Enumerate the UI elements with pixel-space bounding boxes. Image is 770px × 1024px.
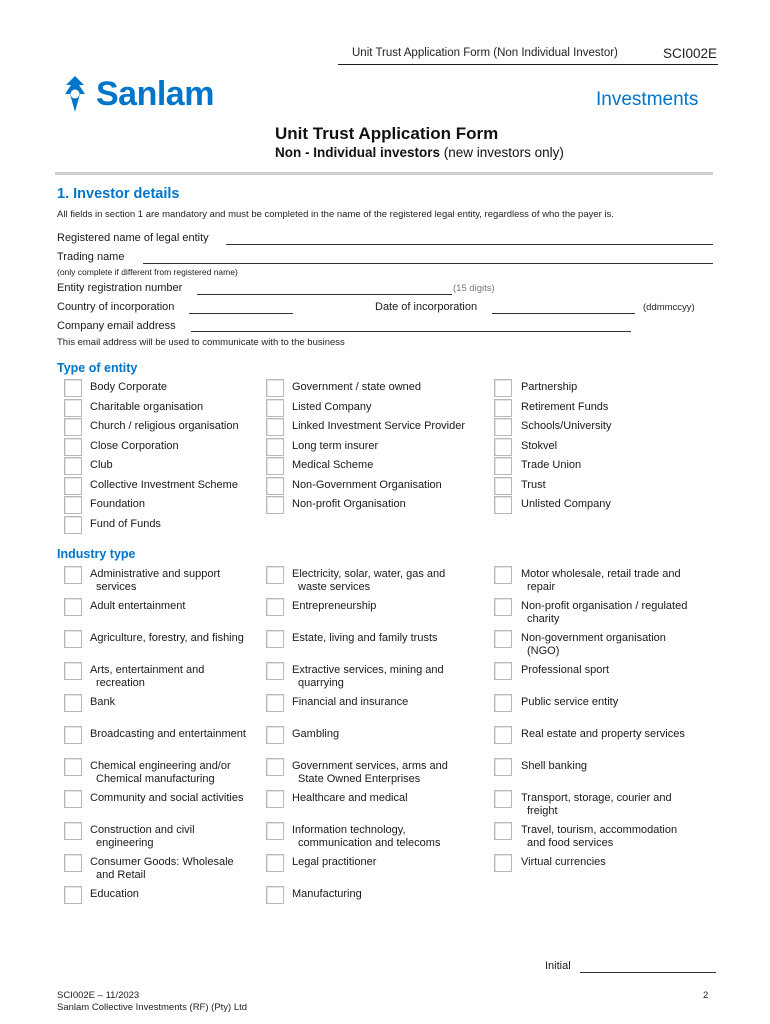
industry-type-3-6-label-line: Real estate and property services [521, 728, 685, 740]
entity-type-1-3-label-line: Church / religious organisation [90, 420, 239, 432]
entity-type-2-4-checkbox[interactable] [266, 438, 284, 456]
entity-type-1-3-label [90, 420, 239, 433]
industry-type-1-7-label-line: Chemical engineering and/or [90, 760, 231, 772]
industry-type-2-3-label [292, 632, 438, 645]
subtitle-rest: (new investors only) [440, 145, 564, 160]
industry-type-2-2-label-line: Entrepreneurship [292, 600, 377, 612]
entity-type-2-1-label [292, 381, 421, 394]
industry-type-2-3-label-line: Estate, living and family trusts [292, 632, 438, 644]
industry-type-3-6-checkbox[interactable] [494, 726, 512, 744]
entity-type-1-2-checkbox[interactable] [64, 399, 82, 417]
section-title-investor-details: 1. Investor details [57, 186, 180, 202]
sanlam-anchor-icon [58, 74, 92, 114]
industry-type-1-7-label-line: Chemical manufacturing [96, 773, 215, 785]
industry-type-2-2-label [292, 600, 376, 613]
industry-type-3-8-label-line: Transport, storage, courier and [521, 792, 672, 804]
entity-type-3-3-label-line: Schools/University [521, 420, 612, 432]
industry-type-2-4-label-line: Extractive services, mining and [292, 664, 444, 676]
industry-type-1-11-label-line: Education [90, 888, 139, 900]
industry-type-2-8-checkbox[interactable] [266, 790, 284, 808]
entity-type-1-6-label [90, 479, 238, 492]
entity-type-2-4-label-line: Long term insurer [292, 439, 379, 452]
entity-type-2-1-checkbox[interactable] [266, 379, 284, 397]
industry-type-3-3-label-line: (NGO) [527, 645, 560, 657]
industry-type-2-1-label-line: Electricity, solar, water, gas and [292, 568, 446, 580]
industry-type-1-6-label-line: Broadcasting and entertainment [90, 728, 246, 740]
entity-type-1-7-label [90, 498, 145, 511]
industry-type-2-1-label-line: waste services [298, 581, 371, 593]
industry-type-3-2-label-line: Non-profit organisation / regulated [521, 600, 688, 612]
industry-type-2-6-checkbox[interactable] [266, 726, 284, 744]
industry-type-3-10-label [521, 856, 606, 869]
industry-type-2-4-label-line: quarrying [298, 677, 344, 689]
entity-type-1-7-checkbox[interactable] [64, 496, 82, 514]
industry-type-1-2-label [90, 600, 185, 613]
industry-type-1-8-label [90, 792, 243, 805]
trading-name-field[interactable] [143, 263, 713, 264]
entity-type-2-6-checkbox[interactable] [266, 477, 284, 495]
industry-type-3-2-label-line: charity [527, 613, 560, 625]
industry-type-2-10-label-line: Legal practitioner [292, 856, 377, 868]
entity-type-2-6-label [292, 479, 442, 492]
entity-type-2-2-label [292, 401, 372, 414]
industry-type-1-10-label [90, 856, 234, 882]
industry-type-3-10-checkbox[interactable] [494, 854, 512, 872]
industry-type-1-4-label [90, 664, 204, 690]
entity-type-2-5-checkbox[interactable] [266, 457, 284, 475]
industry-type-1-1-checkbox[interactable] [64, 566, 82, 584]
entity-type-2-5-label-line: Medical Scheme [292, 459, 374, 471]
entity-type-1-8-checkbox[interactable] [64, 516, 82, 534]
industry-type-1-8-label-line: Community and social activities [90, 792, 244, 804]
industry-type-1-11-checkbox[interactable] [64, 886, 82, 904]
industry-type-1-5-label-line: Bank [90, 696, 116, 708]
industry-type-1-7-checkbox[interactable] [64, 758, 82, 776]
entity-type-3-6-label-line: Trust [521, 478, 546, 491]
division-name: Investments [596, 89, 699, 110]
industry-type-2-1-label [292, 568, 445, 594]
form-code: SCI002E [663, 46, 718, 61]
entity-type-3-2-label [521, 401, 608, 414]
entity-type-3-4-label [521, 440, 557, 453]
entity-type-3-6-label [521, 479, 546, 492]
industry-type-2-7-checkbox[interactable] [266, 758, 284, 776]
entity-type-1-4-label [90, 440, 179, 453]
industry-type-3-5-label-line: Public service entity [521, 696, 619, 708]
entity-type-1-1-checkbox[interactable] [64, 379, 82, 397]
industry-type-3-6-label [521, 728, 685, 741]
industry-type-3-1-label-line: Motor wholesale, retail trade and [521, 568, 681, 580]
entity-type-3-3-checkbox[interactable] [494, 418, 512, 436]
date-inc-label: Date of incorporation [375, 301, 478, 313]
entity-type-3-6-checkbox[interactable] [494, 477, 512, 495]
industry-type-2-10-checkbox[interactable] [266, 854, 284, 872]
industry-type-1-9-label [90, 824, 195, 850]
industry-type-1-2-checkbox[interactable] [64, 598, 82, 616]
country-label: Country of incorporation [57, 301, 175, 313]
industry-type-2-2-checkbox[interactable] [266, 598, 284, 616]
entity-reg-label: Entity registration number [57, 282, 183, 294]
entity-type-2-7-label [292, 498, 406, 511]
entity-type-1-8-label [90, 518, 161, 531]
date-inc-hint: (ddmmccyy) [643, 302, 695, 313]
entity-type-2-3-label [292, 420, 465, 433]
trading-name-label: Trading name [57, 251, 125, 263]
entity-type-1-4-checkbox[interactable] [64, 438, 82, 456]
entity-type-1-5-label-line: Club [90, 459, 113, 471]
entity-type-2-1-label-line: Government / state owned [292, 381, 422, 393]
form-name: Unit Trust Application Form (Non Individual Investor) [352, 47, 618, 59]
registered-name-field[interactable] [226, 244, 713, 245]
entity-type-1-1-label [90, 381, 167, 394]
entity-type-1-2-label [90, 401, 203, 414]
entity-type-1-6-label-line: Collective Investment Scheme [90, 478, 238, 491]
entity-type-2-4-label [292, 440, 378, 453]
email-label: Company email address [57, 320, 176, 332]
industry-type-1-11-label [90, 888, 139, 901]
entity-type-3-7-checkbox[interactable] [494, 496, 512, 514]
industry-type-2-5-label-line: Financial and insurance [292, 696, 409, 708]
entity-type-1-3-checkbox[interactable] [64, 418, 82, 436]
industry-type-3-9-checkbox[interactable] [494, 822, 512, 840]
industry-type-3-7-label [521, 760, 587, 773]
entity-type-3-2-checkbox[interactable] [494, 399, 512, 417]
industry-type-title: Industry type [57, 547, 136, 561]
industry-type-2-5-label [292, 696, 408, 709]
entity-type-2-2-checkbox[interactable] [266, 399, 284, 417]
industry-type-1-2-label-line: Adult entertainment [90, 600, 186, 612]
industry-type-2-11-label [292, 888, 362, 901]
industry-type-3-3-label [521, 632, 666, 658]
industry-type-3-1-label-line: repair [527, 581, 556, 593]
industry-type-2-10-label [292, 856, 376, 869]
industry-type-1-5-checkbox[interactable] [64, 694, 82, 712]
industry-type-2-8-label-line: Healthcare and medical [292, 792, 408, 804]
industry-type-2-11-label-line: Manufacturing [292, 888, 362, 900]
entity-type-3-4-label-line: Stokvel [521, 439, 558, 452]
section-intro: All fields in section 1 are mandatory and must be completed in the name of the registered legal entity, regardless of who the payer is. [57, 209, 614, 220]
industry-type-1-1-label [90, 568, 220, 594]
section-divider [55, 172, 713, 175]
industry-type-2-3-checkbox[interactable] [266, 630, 284, 648]
industry-type-1-5-label [90, 696, 115, 709]
email-note: This email address will be used to communicate with to the business [57, 337, 345, 348]
date-inc-field[interactable] [492, 313, 635, 314]
industry-type-1-7-label [90, 760, 231, 786]
entity-type-3-5-label-line: Trade Union [521, 459, 582, 471]
entity-type-2-7-label-line: Non-profit Organisation [292, 498, 406, 510]
industry-type-3-2-label [521, 600, 687, 626]
entity-type-1-6-checkbox[interactable] [64, 477, 82, 495]
industry-type-2-6-label-line: Gambling [292, 728, 340, 740]
entity-type-3-1-label-line: Partnership [521, 381, 578, 393]
industry-type-3-3-label-line: Non-government organisation [521, 632, 666, 644]
industry-type-1-1-label-line: services [96, 581, 137, 593]
industry-type-2-1-checkbox[interactable] [266, 566, 284, 584]
industry-type-3-7-label-line: Shell banking [521, 760, 588, 772]
entity-type-2-5-label [292, 459, 373, 472]
sanlam-logo [58, 74, 214, 114]
industry-type-3-8-label-line: freight [527, 805, 558, 817]
industry-type-3-1-label [521, 568, 681, 594]
industry-type-1-3-label-line: Agriculture, forestry, and fishing [90, 632, 244, 644]
page-number: 2 [703, 990, 709, 1001]
entity-type-1-2-label-line: Charitable organisation [90, 400, 204, 413]
industry-type-3-9-label-line: Travel, tourism, accommodation [521, 824, 678, 836]
trading-name-note: (only complete if different from registered name) [57, 267, 238, 277]
entity-reg-field[interactable] [197, 294, 452, 295]
industry-type-3-5-checkbox[interactable] [494, 694, 512, 712]
initial-field[interactable] [580, 972, 716, 973]
entity-type-3-3-label [521, 420, 611, 433]
industry-type-1-4-checkbox[interactable] [64, 662, 82, 680]
header-rule [338, 64, 718, 65]
entity-type-3-5-checkbox[interactable] [494, 457, 512, 475]
industry-type-1-1-label-line: Administrative and support [90, 568, 221, 580]
entity-type-3-7-label [521, 498, 611, 511]
entity-type-3-1-checkbox[interactable] [494, 379, 512, 397]
entity-type-3-5-label [521, 459, 581, 472]
industry-type-3-3-checkbox[interactable] [494, 630, 512, 648]
entity-type-1-5-label [90, 459, 113, 472]
industry-type-3-4-label [521, 664, 609, 677]
entity-type-2-2-label-line: Listed Company [292, 400, 372, 413]
industry-type-1-3-label [90, 632, 244, 645]
entity-type-3-2-label-line: Retirement Funds [521, 400, 609, 413]
entity-type-1-4-label-line: Close Corporation [90, 439, 179, 452]
logo-word: Sanlam [96, 74, 214, 113]
entity-type-1-1-label-line: Body Corporate [90, 381, 168, 393]
entity-type-1-8-label-line: Fund of Funds [90, 517, 161, 530]
industry-type-1-4-label-line: Arts, entertainment and [90, 664, 205, 676]
industry-type-2-7-label-line: State Owned Enterprises [298, 773, 421, 785]
entity-type-1-7-label-line: Foundation [90, 498, 146, 510]
entity-type-2-7-checkbox[interactable] [266, 496, 284, 514]
industry-type-3-2-checkbox[interactable] [494, 598, 512, 616]
industry-type-1-10-checkbox[interactable] [64, 854, 82, 872]
industry-type-3-9-label [521, 824, 677, 850]
industry-type-2-9-label [292, 824, 440, 850]
industry-type-3-5-label [521, 696, 618, 709]
industry-type-1-8-checkbox[interactable] [64, 790, 82, 808]
industry-type-2-9-label-line: Information technology, [292, 824, 406, 836]
entity-type-3-7-label-line: Unlisted Company [521, 498, 611, 510]
entity-type-2-3-checkbox[interactable] [266, 418, 284, 436]
industry-type-1-9-checkbox[interactable] [64, 822, 82, 840]
country-field[interactable] [189, 313, 293, 314]
industry-type-2-8-label [292, 792, 408, 805]
entity-type-3-1-label [521, 381, 577, 394]
industry-type-3-8-label [521, 792, 672, 818]
industry-type-3-4-checkbox[interactable] [494, 662, 512, 680]
industry-type-3-7-checkbox[interactable] [494, 758, 512, 776]
industry-type-1-10-label-line: Consumer Goods: Wholesale [90, 856, 234, 868]
entity-type-3-4-checkbox[interactable] [494, 438, 512, 456]
industry-type-1-3-checkbox[interactable] [64, 630, 82, 648]
page-title: Unit Trust Application Form [275, 124, 499, 143]
footer-code-date: SCI002E – 11/2023 [57, 990, 140, 1001]
entity-type-title: Type of entity [57, 361, 138, 375]
industry-type-1-9-label-line: engineering [96, 837, 154, 849]
industry-type-2-6-label [292, 728, 339, 741]
initial-label: Initial [545, 960, 571, 972]
footer-company: Sanlam Collective Investments (RF) (Pty) Ltd [57, 1002, 248, 1013]
industry-type-1-6-checkbox[interactable] [64, 726, 82, 744]
entity-reg-hint: (15 digits) [453, 283, 495, 294]
industry-type-2-9-label-line: communication and telecoms [298, 837, 441, 849]
industry-type-1-9-label-line: Construction and civil [90, 824, 195, 836]
page-subtitle [275, 145, 564, 160]
industry-type-1-6-label [90, 728, 246, 741]
email-field[interactable] [191, 331, 631, 332]
industry-type-2-4-label [292, 664, 444, 690]
subtitle-bold: Non - Individual investors [275, 145, 441, 160]
industry-type-3-9-label-line: and food services [527, 837, 614, 849]
industry-type-2-5-checkbox[interactable] [266, 694, 284, 712]
industry-type-2-11-checkbox[interactable] [266, 886, 284, 904]
industry-type-1-4-label-line: recreation [96, 677, 145, 689]
industry-type-3-1-checkbox[interactable] [494, 566, 512, 584]
industry-type-2-7-label [292, 760, 448, 786]
entity-type-2-6-label-line: Non-Government Organisation [292, 478, 442, 491]
entity-type-1-5-checkbox[interactable] [64, 457, 82, 475]
registered-name-label: Registered name of legal entity [57, 232, 209, 244]
industry-type-2-7-label-line: Government services, arms and [292, 760, 448, 772]
industry-type-3-10-label-line: Virtual currencies [521, 856, 606, 868]
industry-type-2-4-checkbox[interactable] [266, 662, 284, 680]
entity-type-2-3-label-line: Linked Investment Service Provider [292, 420, 466, 432]
industry-type-2-9-checkbox[interactable] [266, 822, 284, 840]
industry-type-3-4-label-line: Professional sport [521, 664, 610, 676]
industry-type-3-8-checkbox[interactable] [494, 790, 512, 808]
industry-type-1-10-label-line: and Retail [96, 869, 146, 881]
